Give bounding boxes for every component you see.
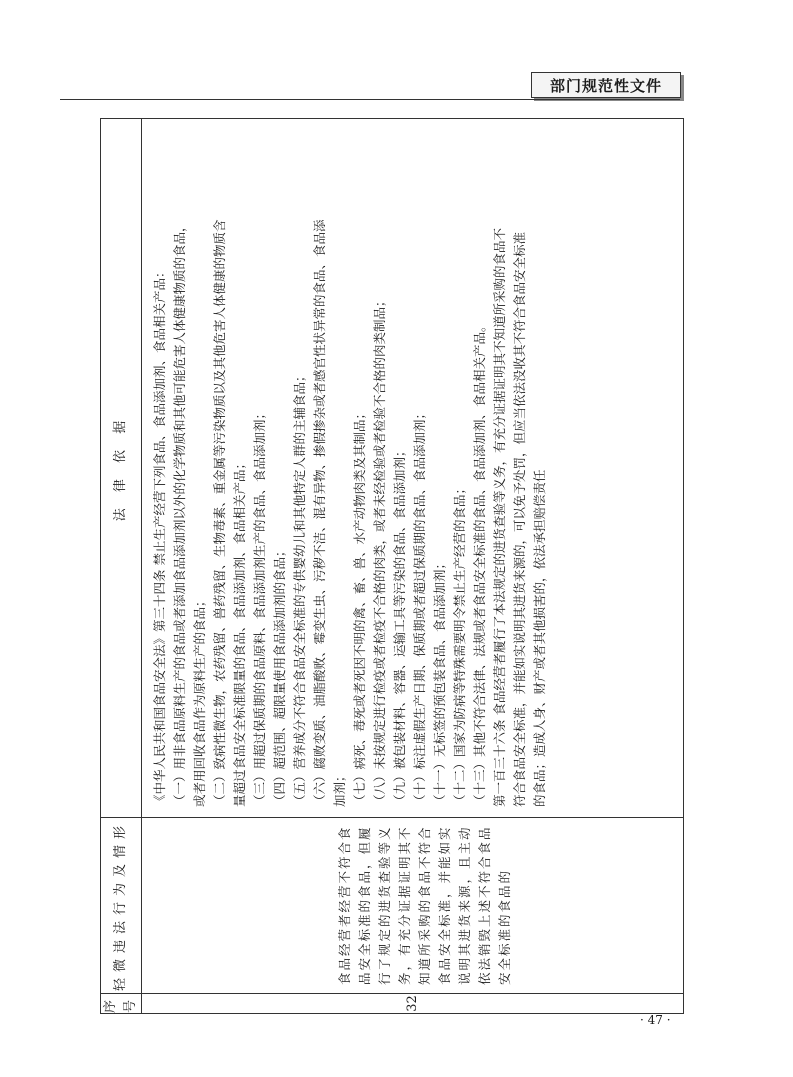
basis-line: （五）营养成分不符合食品安全标准的专供婴幼儿和其他特定人群的主辅食品； [292,369,307,807]
header-serial-number: 序号 [101,994,142,1014]
basis-line: （九）被包装材料、容器、运输工具等污染的食品、食品添加剂； [392,444,407,807]
basis-line: 量超过食品安全标准限量的食品、食品添加剂、食品相关产品； [232,456,247,807]
situation-line: 食品经营者经营不符合食 [337,825,352,985]
basis-line: 《中华人民共和国食品安全法》第三十四条 禁止生产经营下列食品、食品添加剂、食品相关产品： [152,265,167,807]
basis-line: 符合食品安全标准，并能如实说明其进货来源的，可以免予处罚，但应当依法没收其不符合食品安全标准 [512,231,527,807]
basis-line: （四）超范围、超限量使用食品添加剂的食品； [272,544,287,807]
situation-line: 行了规定的进货查验等义 [377,825,392,985]
header-situation: 轻微违法行为及情形 [101,818,142,994]
header-rule [60,99,680,100]
situation-line: 食品安全标准，并能如实 [437,825,452,985]
basis-line: （一）用非食品原料生产的食品或者添加食品添加剂以外的化学物质和其他可能危害人体健康物质的食品， [172,219,187,807]
situation-line: 务，有充分证据证明其不 [397,825,412,985]
situation-line: 知道所采购的食品不符合 [417,825,432,985]
basis-line: （十一）无标签的预包装食品、食品添加剂； [432,556,447,807]
situation-line: 品安全标准的食品，但履 [357,825,372,985]
page-number: · 47 · [640,1013,671,1027]
basis-line: （十）标注虚假生产日期、保质期或者超过保质期的食品、食品添加剂； [412,406,427,807]
situation-line: 依法销毁上述不符合食品 [477,825,492,985]
basis-line: （六）腐败变质、油脂酸败、霉变生虫、污秽不洁、混有异物、掺假掺杂或者感官性状异常的食品、食品添 [312,219,327,807]
basis-line: （七）病死、毒死或者死因不明的禽、畜、兽、水产动物肉类及其制品； [352,406,367,807]
basis-line: 加剂； [332,769,347,807]
situation-line: 安全标准的食品的 [497,868,512,985]
basis-line: 或者用回收食品作为原料生产的食品； [192,594,207,807]
legal-basis-cell [142,119,684,818]
violation-situation-cell [142,818,684,994]
basis-line: （二）致病性微生物，农药残留、兽药残留、生物毒素、重金属等污染物质以及其他危害人体健康的物质含 [212,219,227,807]
situation-line: 说明其进货来源，且主动 [457,825,472,985]
basis-line: （三）用超过保质期的食品原料、食品添加剂生产的食品、食品添加剂； [252,406,267,807]
basis-line: （八）未按规定进行检疫或者检疫不合格的肉类，或者未经检验或者检验不合格的肉类制品； [372,294,387,807]
basis-line: 的食品；造成人身、财产或者其他损害的，依法承担赔偿责任 [532,469,547,807]
law-basis-table [100,118,684,1014]
row-serial-number: 32 [142,994,684,1014]
rotated-table-container [100,118,684,1014]
header-legal-basis: 法 律 依 据 [101,119,142,818]
table-row [142,119,684,1014]
table-header-row [101,119,142,1014]
document-category-label: 部门规范性文件 [531,72,681,98]
basis-line: 第一百三十六条 食品经营者履行了本法规定的进货查验等义务，有充分证据证明其不知道所采购的食品不 [492,228,507,807]
basis-line: （十三）其他不符合法律、法规或者食品安全标准的食品、食品添加剂、食品相关产品。 [472,319,487,807]
basis-line: （十二）国家为防病等特殊需要明令禁止生产经营的食品； [452,481,467,807]
